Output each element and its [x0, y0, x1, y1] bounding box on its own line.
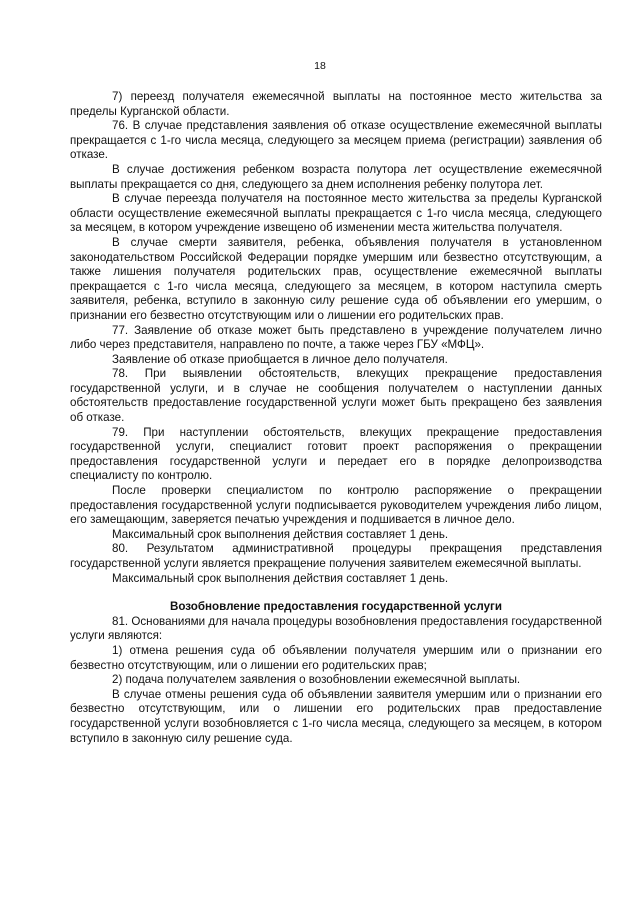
- paragraph: После проверки специалистом по контролю распоряжение о прекращении предоставления государственной услуги подписывается руководителем учреждения либо лицом, его замещающим, заверяется печатью учреждения и подшивается в личное дело.: [70, 484, 602, 527]
- paragraph: Максимальный срок выполнения действия составляет 1 день.: [112, 571, 449, 585]
- page-number: 18: [314, 60, 326, 72]
- paragraph: 1) отмена решения суда об объявлении получателя умершим или о признании его безвестно отсутствующим, или о лишении его родительских прав;: [70, 643, 602, 672]
- paragraph: Заявление об отказе приобщается в личное дело получателя.: [112, 352, 448, 366]
- paragraph: В случае отмены решения суда об объявлении заявителя умершим или о признании его безвестно отсутствующим, или о лишении его родительских прав предоставление государственной услуги возобновляется с 1-го числа месяца, следующего за месяцем, в котором вступило в законную силу решение суда.: [70, 687, 602, 745]
- paragraph: 80. Результатом административной процедуры прекращения представления государственной услуги является прекращение получения заявителем ежемесячной выплаты.: [70, 542, 602, 570]
- paragraph: 81. Основаниями для начала процедуры возобновления предоставления государственной услуги являются:: [70, 614, 602, 643]
- section-heading: Возобновление предоставления государственной услуги: [170, 600, 502, 614]
- paragraph: В случае смерти заявителя, ребенка, объявления получателя в установленном законодательством Российской Федерации порядке умершим или безвестно отсутствующим, а также лишения получателя родительских прав, осуществление ежемесячной выплаты прекращается с 1-го числа месяца, следующего за месяцем, в котором наступила смерть заявителя, ребенка, вступило в законную силу решение суда об объявлении его умершим, о признании его безвестно отсутствующим или о лишении его родительских прав.: [70, 235, 602, 322]
- paragraph: 2) подача получателем заявления о возобновлении ежемесячной выплаты.: [112, 673, 521, 687]
- paragraph: В случае достижения ребенком возраста полутора лет осуществление ежемесячной выплаты прекращается со дня, следующего за днем исполнения ребенку полутора лет.: [70, 162, 602, 191]
- document-body: [70, 90, 602, 746]
- paragraph: 7) переезд получателя ежемесячной выплаты на постоянное место жительства за пределы Курганской области.: [70, 90, 602, 118]
- paragraph: 78. При выявлении обстоятельств, влекущих прекращение предоставления государственной услуги, и в случае не сообщения получателем о наступлении данных обстоятельств предоставление государственной услуги может быть прекращено без заявления об отказе.: [70, 367, 602, 425]
- paragraph: В случае переезда получателя на постоянное место жительства за пределы Курганской области осуществление ежемесячной выплаты прекращается с 1-го числа месяца, следующего за месяцем, в котором учреждение извещено об изменении места жительства получателя.: [70, 192, 602, 235]
- paragraph: Максимальный срок выполнения действия составляет 1 день.: [112, 527, 449, 541]
- paragraph: 77. Заявление об отказе может быть представлено в учреждение получателем лично либо через представителя, направлено по почте, а также через ГБУ «МФЦ».: [70, 323, 602, 352]
- paragraph: 76. В случае представления заявления об отказе осуществление ежемесячной выплаты прекращается с 1-го числа месяца, следующего за месяцем приема (регистрации) заявления об отказе.: [70, 119, 602, 162]
- paragraph: 79. При наступлении обстоятельств, влекущих прекращение предоставления государственной услуги, специалист готовит проект распоряжения о прекращении предоставления государственной услуги и передает его в порядке делопроизводства специалисту по контролю.: [70, 425, 602, 483]
